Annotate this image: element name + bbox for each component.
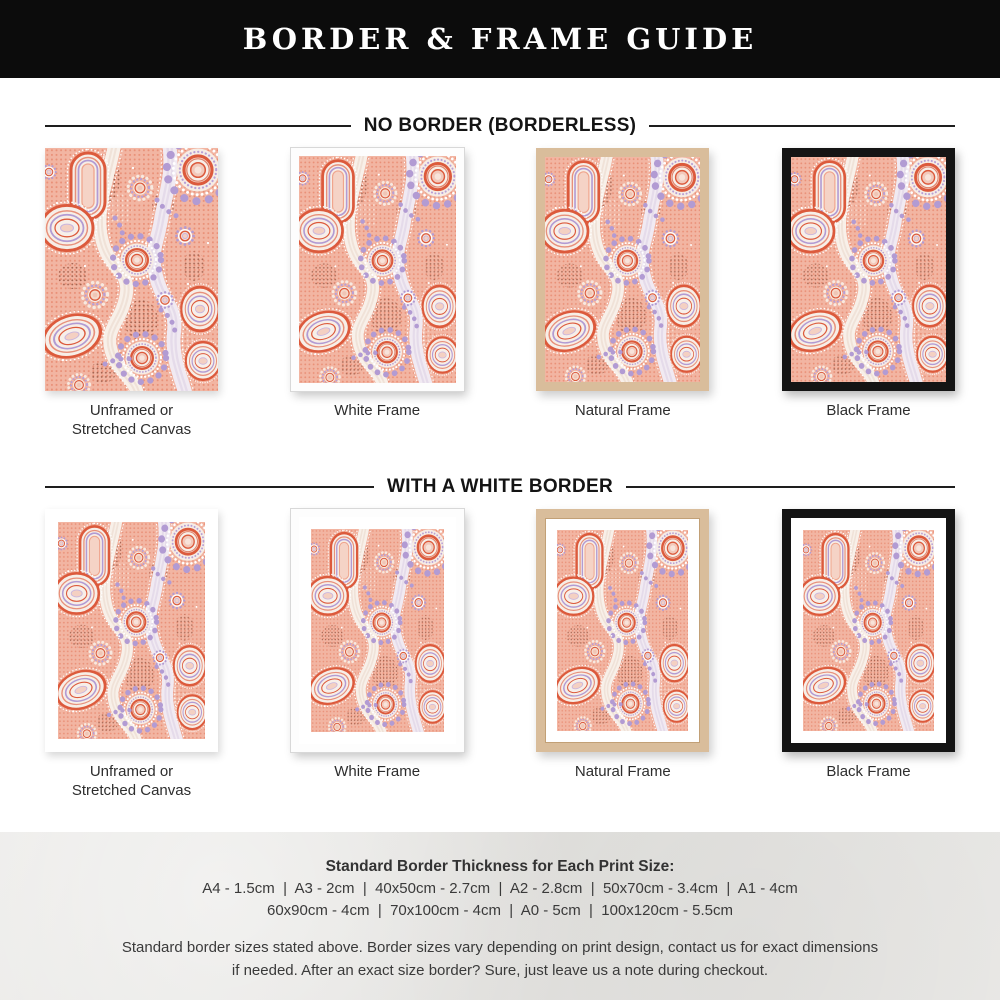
divider-line xyxy=(45,486,374,488)
print-card-black-frame xyxy=(782,148,955,420)
print-card-natural-frame xyxy=(536,148,709,420)
artwork-image xyxy=(45,148,218,391)
sizes-line-1: A4 - 1.5cm | A3 - 2cm | 40x50cm - 2.7cm | A2 - 2.8cm | 50x70cm - 3.4cm | A1 - 4cm xyxy=(202,880,798,897)
print-black-frame xyxy=(782,148,955,391)
print-unframed xyxy=(45,148,218,391)
page-title: BORDER & FRAME GUIDE xyxy=(242,22,758,56)
artwork-image xyxy=(299,156,456,383)
print-option-label: White Frame xyxy=(334,402,421,419)
sizes-line-2: 60x90cm - 4cm | 70x100cm - 4cm | A0 - 5cm | 100x120cm - 5.5cm xyxy=(266,902,734,919)
artwork-image xyxy=(803,530,934,731)
artwork-image xyxy=(545,157,700,382)
print-white-frame xyxy=(291,148,464,391)
print-card-black-frame-bordered xyxy=(782,509,955,781)
print-option-label: Unframed or Stretched Canvas xyxy=(71,763,192,799)
print-unframed-bordered xyxy=(45,509,218,752)
section-heading-white-border xyxy=(45,475,955,499)
print-card-unframed-bordered xyxy=(45,509,218,800)
print-option-label: Natural Frame xyxy=(574,402,671,419)
divider-line xyxy=(626,486,955,488)
divider-line xyxy=(45,125,351,127)
print-white-frame-bordered xyxy=(291,509,464,752)
artwork-image xyxy=(58,522,205,739)
print-row-white-border xyxy=(0,509,1000,800)
artwork-image xyxy=(311,529,444,732)
print-card-white-frame-bordered xyxy=(291,509,464,781)
print-option-label: Black Frame xyxy=(826,763,911,780)
divider-line xyxy=(649,125,955,127)
print-option-label: White Frame xyxy=(334,763,421,780)
print-card-natural-frame-bordered xyxy=(536,509,709,781)
print-card-unframed xyxy=(45,148,218,439)
print-natural-frame xyxy=(536,148,709,391)
border-size-note: Standard border sizes stated above. Border sizes vary depending on print design, contact us for exact dimensions if needed. After an exact size border? Sure, just leave us a note during checkout. xyxy=(121,939,879,979)
print-option-label: Natural Frame xyxy=(574,763,671,780)
print-row-no-border xyxy=(0,148,1000,439)
sizes-title: Standard Border Thickness for Each Print Size: xyxy=(325,858,675,875)
section-heading-text: WITH A WHITE BORDER xyxy=(387,476,613,497)
print-option-label: Black Frame xyxy=(826,402,911,419)
section-heading-no-border xyxy=(45,114,955,138)
header-banner xyxy=(0,0,1000,78)
section-heading-text: NO BORDER (BORDERLESS) xyxy=(363,115,637,136)
print-natural-frame-bordered xyxy=(536,509,709,752)
print-card-white-frame xyxy=(291,148,464,420)
border-size-info-panel xyxy=(0,832,1000,1000)
print-black-frame-bordered xyxy=(782,509,955,752)
artwork-image xyxy=(557,530,688,731)
print-option-label: Unframed or Stretched Canvas xyxy=(71,402,192,438)
artwork-image xyxy=(791,157,946,382)
